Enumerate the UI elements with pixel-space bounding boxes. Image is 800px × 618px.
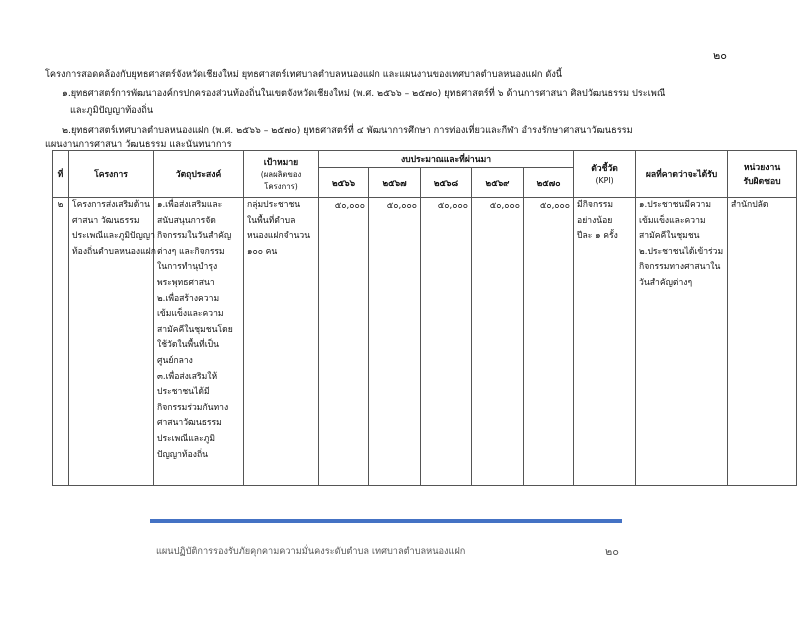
header-target-sub2: โครงการ) (264, 182, 298, 191)
budget-2566: ๕๐,๐๐๐ (319, 198, 369, 486)
budget-2569: ๕๐,๐๐๐ (472, 198, 524, 486)
row-agency: สำนักปลัด (728, 198, 797, 486)
header-year-2568: ๒๕๖๘ (421, 168, 472, 198)
kpi-line: อย่างน้อย (577, 215, 613, 226)
header-objective: วัตถุประสงค์ (154, 151, 244, 198)
strategy-1-line-1: ๑.ยุทธศาสตร์การพัฒนาองค์กรปกครองส่วนท้องถิ่นในเขตจังหวัดเชียงใหม่ (พ.ศ. ๒๕๖๖ – ๒๕๗๐) ยุทธศาสตร์ที่ ๖ ด้านการศาสนา ศิลปวัฒนธรรม ประเพณี (62, 88, 666, 99)
budget-2568: ๕๐,๐๐๐ (421, 198, 472, 486)
row-kpi (574, 198, 636, 486)
project-line: ท้องถิ่นตำบลหนองแฝก (72, 246, 156, 257)
row-objective (154, 198, 244, 486)
target-line: ๑๐๐ คน (247, 246, 278, 257)
target-line: ในพื้นที่ตำบล (247, 215, 296, 226)
header-kpi-sub: (KPI) (595, 176, 614, 185)
objective-line: ๑.เพื่อส่งเสริมและ (157, 200, 223, 210)
project-line: โครงการส่งเสริมด้าน (72, 200, 151, 210)
header-year-2566: ๒๕๖๖ (319, 168, 369, 198)
target-line: กลุ่มประชาชน (247, 200, 301, 210)
page-number-bottom: ๒๐ (605, 545, 619, 558)
footer-divider-bar (150, 519, 622, 523)
header-kpi-label: ตัวชี้วัด (591, 164, 618, 174)
objective-line: ในการทำนุบำรุง (157, 262, 218, 273)
expected-line: เข้มแข็งและความ (639, 215, 706, 226)
objective-line: ต่างๆ และกิจกรรม (157, 246, 225, 257)
header-year-2567: ๒๕๖๗ (369, 168, 421, 198)
header-agency (728, 151, 797, 198)
header-project: โครงการ (69, 151, 154, 198)
objective-line: พระพุทธศาสนา (157, 277, 215, 288)
objective-line: สนับสนุนการจัด (157, 215, 216, 226)
header-agency-line2: รับผิดชอบ (743, 177, 781, 187)
budget-2567: ๕๐,๐๐๐ (369, 198, 421, 486)
objective-line: ปัญญาท้องถิ่น (157, 449, 209, 460)
objective-line: ๓.เพื่อส่งเสริมให้ (157, 371, 218, 382)
expected-line: สามัคคีในชุมชน (639, 231, 700, 242)
header-year-2570: ๒๕๗๐ (524, 168, 574, 198)
row-target (244, 198, 319, 486)
header-kpi (574, 151, 636, 198)
objective-line: เข้มแข็งและความ (157, 309, 224, 320)
header-year-2569: ๒๕๖๙ (472, 168, 524, 198)
project-line: ประเพณีและภูมิปัญญา (72, 231, 155, 242)
project-line: ศาสนา วัฒนธรรม (72, 215, 140, 226)
header-target (244, 151, 319, 198)
row-expected (636, 198, 728, 486)
header-expected: ผลที่คาดว่าจะได้รับ (636, 151, 728, 198)
objective-line: ประชาชนได้มี (157, 387, 210, 398)
target-line: หนองแฝกจำนวน (247, 231, 311, 242)
table-row (53, 198, 797, 486)
header-budget: งบประมาณและที่ผ่านมา (319, 151, 574, 168)
header-agency-line1: หน่วยงาน (743, 163, 781, 173)
budget-2570: ๕๐,๐๐๐ (524, 198, 574, 486)
expected-line: วันสำคัญต่างๆ (639, 277, 693, 288)
objective-line: สามัคคีในชุมชนโดย (157, 324, 233, 335)
kpi-line: มีกิจกรรม (577, 200, 614, 210)
expected-line: ๑.ประชาชนมีความ (639, 200, 712, 210)
row-project (69, 198, 154, 486)
objective-line: ๒.เพื่อสร้างความ (157, 293, 220, 304)
row-no: ๒ (53, 198, 69, 486)
header-target-label: เป้าหมาย (263, 158, 299, 168)
expected-line: ๒.ประชาชนได้เข้าร่วม (639, 246, 724, 257)
intro-text: โครงการสอดคล้องกับยุทธศาสตร์จังหวัดเชียงใหม่ ยุทธศาสตร์เทศบาลตำบลหนองแฝก และแผนงานของเทศบาลตำบลหนองแฝก ดังนี้ (45, 69, 563, 80)
expected-line: กิจกรรมทางศาสนาใน (639, 262, 721, 273)
objective-line: กิจกรรมในวันสำคัญ (157, 231, 232, 242)
page-number-top: ๒๐ (713, 49, 727, 62)
footer-text: แผนปฏิบัติการรองรับภัยคุกคามความมั่นคงระดับตำบล เทศบาลตำบลหนองแฝก (156, 546, 466, 557)
strategy-1-line-2: และภูมิปัญญาท้องถิ่น (70, 105, 154, 116)
objective-line: ใช้วัดในพื้นที่เป็น (157, 340, 219, 351)
objective-line: ศาสนาวัฒนธรรม (157, 418, 222, 429)
project-table (52, 150, 797, 486)
plan-heading: แผนงานการศาสนา วัฒนธรรม และนันทนาการ (45, 139, 232, 150)
header-no: ที่ (53, 151, 69, 198)
objective-line: ประเพณีและภูมิ (157, 433, 216, 444)
header-target-sub1: (ผลผลิตของ (260, 170, 302, 179)
strategy-2: ๒.ยุทธศาสตร์เทศบาลตำบลหนองแฝก (พ.ศ. ๒๕๖๖ – ๒๕๗๐) ยุทธศาสตร์ที่ ๔ พัฒนาการศึกษา การท่องเที่ยวและกีฬา อำรงรักษาศาสนาวัฒนธรรม (62, 125, 633, 136)
objective-line: ศูนย์กลาง (157, 355, 193, 366)
kpi-line: ปีละ ๑ ครั้ง (577, 231, 618, 242)
objective-line: กิจกรรมร่วมกันทาง (157, 402, 229, 413)
